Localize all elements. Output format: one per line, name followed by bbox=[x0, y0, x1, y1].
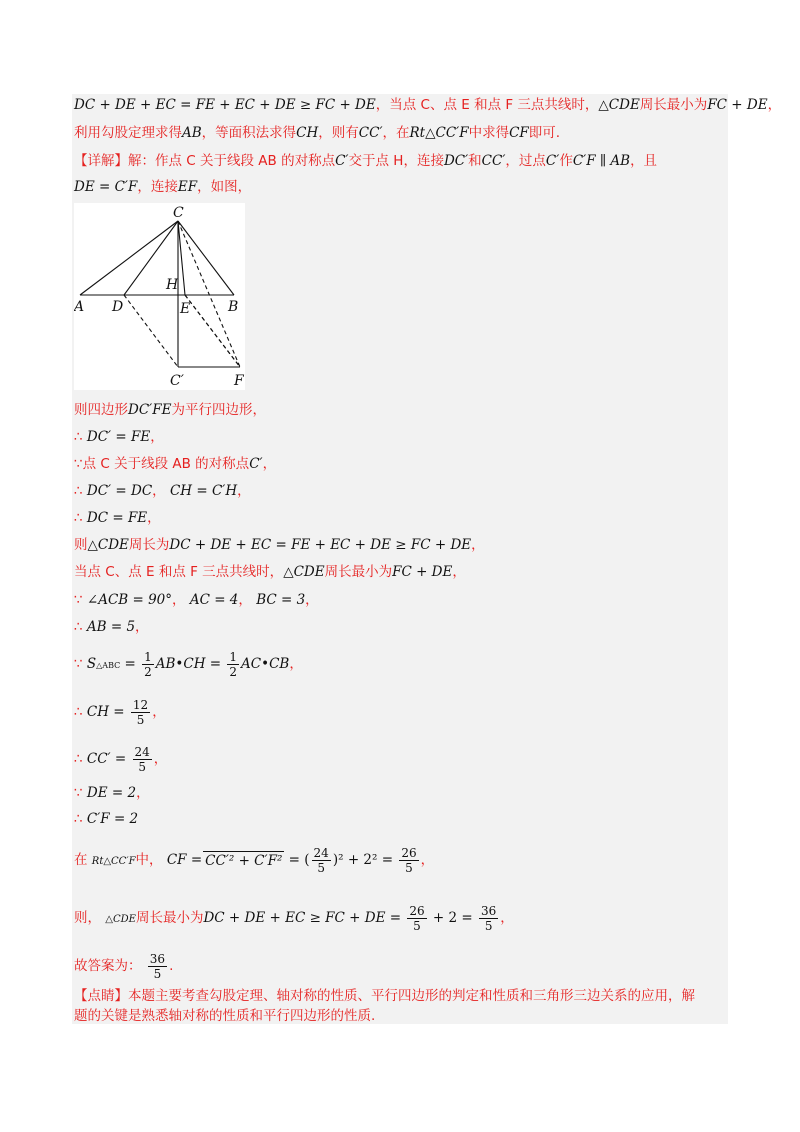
text: ，当点 C、点 E 和点 F 三点共线时， bbox=[375, 97, 599, 113]
formula: C′F ∥ AB bbox=[572, 153, 631, 169]
analysis-line-1 bbox=[74, 96, 781, 114]
label-h: H bbox=[166, 277, 179, 293]
comment-line-2 bbox=[74, 1007, 375, 1025]
label-d: D bbox=[112, 299, 124, 315]
step-4 bbox=[74, 482, 251, 500]
text: ， bbox=[289, 656, 303, 672]
text: ，过点 bbox=[505, 153, 546, 169]
segment-ce bbox=[178, 221, 185, 295]
fraction-26-5 bbox=[399, 846, 418, 875]
text: ，等面积法求得 bbox=[201, 125, 297, 141]
formula: CC′ bbox=[358, 125, 383, 141]
text: ， bbox=[135, 619, 149, 635]
comment-tag: 【点睛】 bbox=[74, 988, 128, 1004]
text: 周长最小为 bbox=[639, 97, 708, 113]
formula: EF bbox=[177, 179, 198, 195]
text: ，如图， bbox=[197, 179, 252, 195]
formula: C′ bbox=[335, 153, 349, 169]
step-parallelogram bbox=[74, 401, 266, 419]
analysis-line-2 bbox=[74, 124, 560, 142]
formula: △CDE bbox=[87, 537, 129, 553]
formula: CH = C′H bbox=[169, 483, 238, 499]
answer-line bbox=[74, 952, 173, 981]
text: ， bbox=[452, 564, 466, 580]
detail-line-1 bbox=[74, 152, 657, 170]
text: ， bbox=[150, 429, 164, 445]
text: 故答案为： bbox=[74, 958, 142, 974]
denominator: 5 bbox=[405, 861, 413, 875]
text: 周长为 bbox=[128, 537, 170, 553]
equals: = bbox=[288, 852, 300, 868]
text: ， bbox=[305, 592, 319, 608]
segment-ca bbox=[80, 221, 178, 295]
step-8 bbox=[74, 591, 319, 609]
denominator: 2 bbox=[144, 665, 152, 679]
formula: CH = bbox=[86, 704, 125, 720]
therefore-symbol: ∴ bbox=[74, 510, 83, 526]
text: ， bbox=[471, 537, 485, 553]
formula: FC + DE bbox=[707, 97, 768, 113]
formula: DE = C′F bbox=[74, 179, 138, 195]
denominator: 5 bbox=[413, 919, 421, 933]
fraction-26-5 bbox=[407, 904, 426, 933]
text: 在 bbox=[74, 852, 88, 868]
fraction-24-5 bbox=[312, 846, 331, 875]
text: 题的关键是熟悉轴对称的性质和平行四边形的性质. bbox=[74, 1008, 376, 1024]
formula: DC = FE bbox=[86, 510, 148, 526]
text: 点 C 关于线段 AB 的对称点 bbox=[82, 456, 250, 472]
formula: DC′ bbox=[443, 153, 469, 169]
numerator: 24 bbox=[313, 846, 329, 860]
label-c: C bbox=[173, 205, 184, 221]
step-ch bbox=[74, 698, 166, 727]
formula: △CDE bbox=[283, 564, 325, 580]
formula: C′F = 2 bbox=[86, 811, 139, 827]
because-symbol: ∵ bbox=[74, 456, 83, 472]
formula: DC + DE + EC = FE + EC + DE ≥ FC + DE bbox=[169, 537, 472, 553]
segment-d-cprime bbox=[124, 295, 178, 367]
step-de bbox=[74, 784, 150, 802]
equals: = bbox=[124, 656, 136, 672]
text: 当点 C、点 E 和点 F 三点共线时， bbox=[74, 564, 284, 580]
formula: AC = 4 bbox=[189, 592, 239, 608]
area-subscript: △ABC bbox=[96, 661, 121, 670]
text: ，连接 bbox=[137, 179, 178, 195]
text: ， bbox=[172, 592, 186, 608]
label-e: E bbox=[180, 301, 191, 317]
text: 中求得 bbox=[468, 125, 510, 141]
formula: CH bbox=[296, 125, 319, 141]
formula: Rt△CC′F bbox=[409, 125, 469, 141]
fraction-half bbox=[142, 650, 154, 679]
sqrt-expression: CC′² + C′F² bbox=[205, 853, 283, 869]
geometry-figure bbox=[74, 203, 245, 390]
text: 和 bbox=[468, 153, 482, 169]
text: 则 bbox=[74, 537, 88, 553]
perimeter-formula: DC + DE + EC = FE + EC + DE ≥ FC + DE bbox=[74, 97, 376, 113]
step-cc bbox=[74, 745, 167, 774]
text: 即可. bbox=[528, 125, 561, 141]
segment-cf bbox=[178, 221, 240, 367]
fraction-24-5 bbox=[133, 745, 152, 774]
text: ， bbox=[420, 852, 435, 868]
step-5 bbox=[74, 509, 161, 527]
formula: CC′ = bbox=[86, 751, 127, 767]
detail-tag: 【详解】 bbox=[74, 153, 128, 169]
formula: DE = 2 bbox=[86, 785, 137, 801]
formula: DC′ = DC bbox=[86, 483, 153, 499]
triangle-cde: △CDE bbox=[598, 97, 640, 113]
text: 则， bbox=[74, 910, 101, 926]
text: ， bbox=[262, 456, 277, 472]
formula: BC = 3 bbox=[256, 592, 306, 608]
formula: CF bbox=[509, 125, 529, 141]
label-f: F bbox=[234, 373, 244, 389]
text: 本题主要考查勾股定理、轴对称的性质、平行四边形的判定和性质和三角形三边关系的应用，解 bbox=[128, 988, 695, 1004]
numerator: 1 bbox=[144, 650, 152, 664]
therefore-symbol: ∴ bbox=[74, 429, 83, 445]
numerator: 12 bbox=[132, 698, 149, 712]
text: ， bbox=[767, 97, 782, 113]
formula: DC′ = FE bbox=[86, 429, 151, 445]
text: ， bbox=[147, 510, 161, 526]
step-2 bbox=[74, 428, 164, 446]
denominator: 5 bbox=[153, 967, 162, 981]
text: ， bbox=[153, 751, 168, 767]
formula: AC•CB bbox=[241, 656, 290, 672]
formula: C′ bbox=[545, 153, 560, 169]
step-6 bbox=[74, 536, 485, 554]
therefore-symbol: ∴ bbox=[74, 811, 83, 827]
formula: AB•CH = bbox=[155, 656, 222, 672]
numerator: 36 bbox=[149, 952, 166, 966]
text: ， bbox=[136, 785, 150, 801]
denominator: 5 bbox=[136, 713, 145, 727]
formula: + 2² bbox=[347, 852, 378, 868]
denominator: 2 bbox=[229, 665, 238, 679]
step-pythagoras: 在 Rt△CC′F中， CF = CC′² + C′F² = ( $\frac{24}{5}$ )² + 2² = $\frac{26}{5}$ ， bbox=[74, 846, 435, 875]
denominator: 5 bbox=[317, 861, 325, 875]
because-symbol: ∵ bbox=[74, 656, 83, 672]
text: 为平行四边形， bbox=[171, 402, 266, 418]
fraction-36-5 bbox=[479, 904, 498, 933]
text: 周长最小为 bbox=[135, 910, 204, 926]
text: 周长最小为 bbox=[324, 564, 393, 580]
step-cf-prime bbox=[74, 810, 138, 828]
detail-line-2 bbox=[74, 178, 251, 196]
step-7 bbox=[74, 563, 466, 581]
step-min-perimeter bbox=[74, 904, 514, 933]
text: 中， bbox=[135, 852, 163, 868]
area-symbol: S bbox=[86, 656, 97, 672]
formula: DC′FE bbox=[128, 402, 172, 418]
step-3 bbox=[74, 455, 276, 473]
formula: CC′ bbox=[481, 153, 506, 169]
numerator: 26 bbox=[401, 846, 417, 860]
numerator: 1 bbox=[229, 650, 238, 664]
therefore-symbol: ∴ bbox=[74, 619, 83, 635]
formula: + 2 = bbox=[432, 910, 473, 926]
text: . bbox=[169, 958, 174, 974]
fraction-12-5 bbox=[131, 698, 150, 727]
label-b: B bbox=[228, 299, 239, 315]
therefore-symbol: ∴ bbox=[74, 483, 83, 499]
text: ， bbox=[152, 704, 166, 720]
label-c-prime: C′ bbox=[170, 373, 184, 389]
step-area bbox=[74, 650, 303, 679]
formula: C′ bbox=[249, 456, 263, 472]
text: ，在 bbox=[382, 125, 410, 141]
numerator: 36 bbox=[481, 904, 497, 918]
text: 解：作点 C 关于线段 AB 的对称点 bbox=[128, 153, 336, 169]
step-9 bbox=[74, 618, 149, 636]
text: ， bbox=[500, 910, 514, 926]
text: ， bbox=[152, 483, 166, 499]
therefore-symbol: ∴ bbox=[74, 751, 83, 767]
equals: = bbox=[381, 852, 394, 868]
text: ， bbox=[237, 483, 251, 499]
text: ，且 bbox=[630, 153, 658, 169]
text: 作 bbox=[559, 153, 573, 169]
label-a: A bbox=[74, 299, 85, 315]
answer-fraction bbox=[148, 952, 167, 981]
therefore-symbol: ∴ bbox=[74, 704, 83, 720]
text: 利用勾股定理求得 bbox=[74, 125, 182, 141]
fraction-half bbox=[227, 650, 239, 679]
geometry-diagram bbox=[74, 203, 245, 390]
text: ， bbox=[238, 592, 252, 608]
numerator: 26 bbox=[409, 904, 425, 918]
formula: ∠ACB = 90° bbox=[86, 592, 173, 608]
formula: AB bbox=[182, 125, 202, 141]
segment-cb bbox=[178, 221, 234, 295]
denominator: 5 bbox=[138, 760, 146, 774]
formula: DC + DE + EC ≥ FC + DE = bbox=[203, 910, 402, 926]
text: ，则有 bbox=[318, 125, 359, 141]
text: 交于点 H，连接 bbox=[348, 153, 444, 169]
because-symbol: ∵ bbox=[74, 785, 83, 801]
text: 则四边形 bbox=[74, 402, 128, 418]
numerator: 24 bbox=[134, 745, 150, 759]
formula: △CDE bbox=[105, 914, 136, 925]
because-symbol: ∵ bbox=[74, 592, 83, 608]
formula: AB = 5 bbox=[86, 619, 136, 635]
formula: CF = bbox=[166, 852, 203, 868]
formula: Rt△CC′F bbox=[91, 856, 136, 867]
formula: FC + DE bbox=[392, 564, 453, 580]
denominator: 5 bbox=[484, 919, 493, 933]
comment-line-1 bbox=[74, 987, 695, 1005]
